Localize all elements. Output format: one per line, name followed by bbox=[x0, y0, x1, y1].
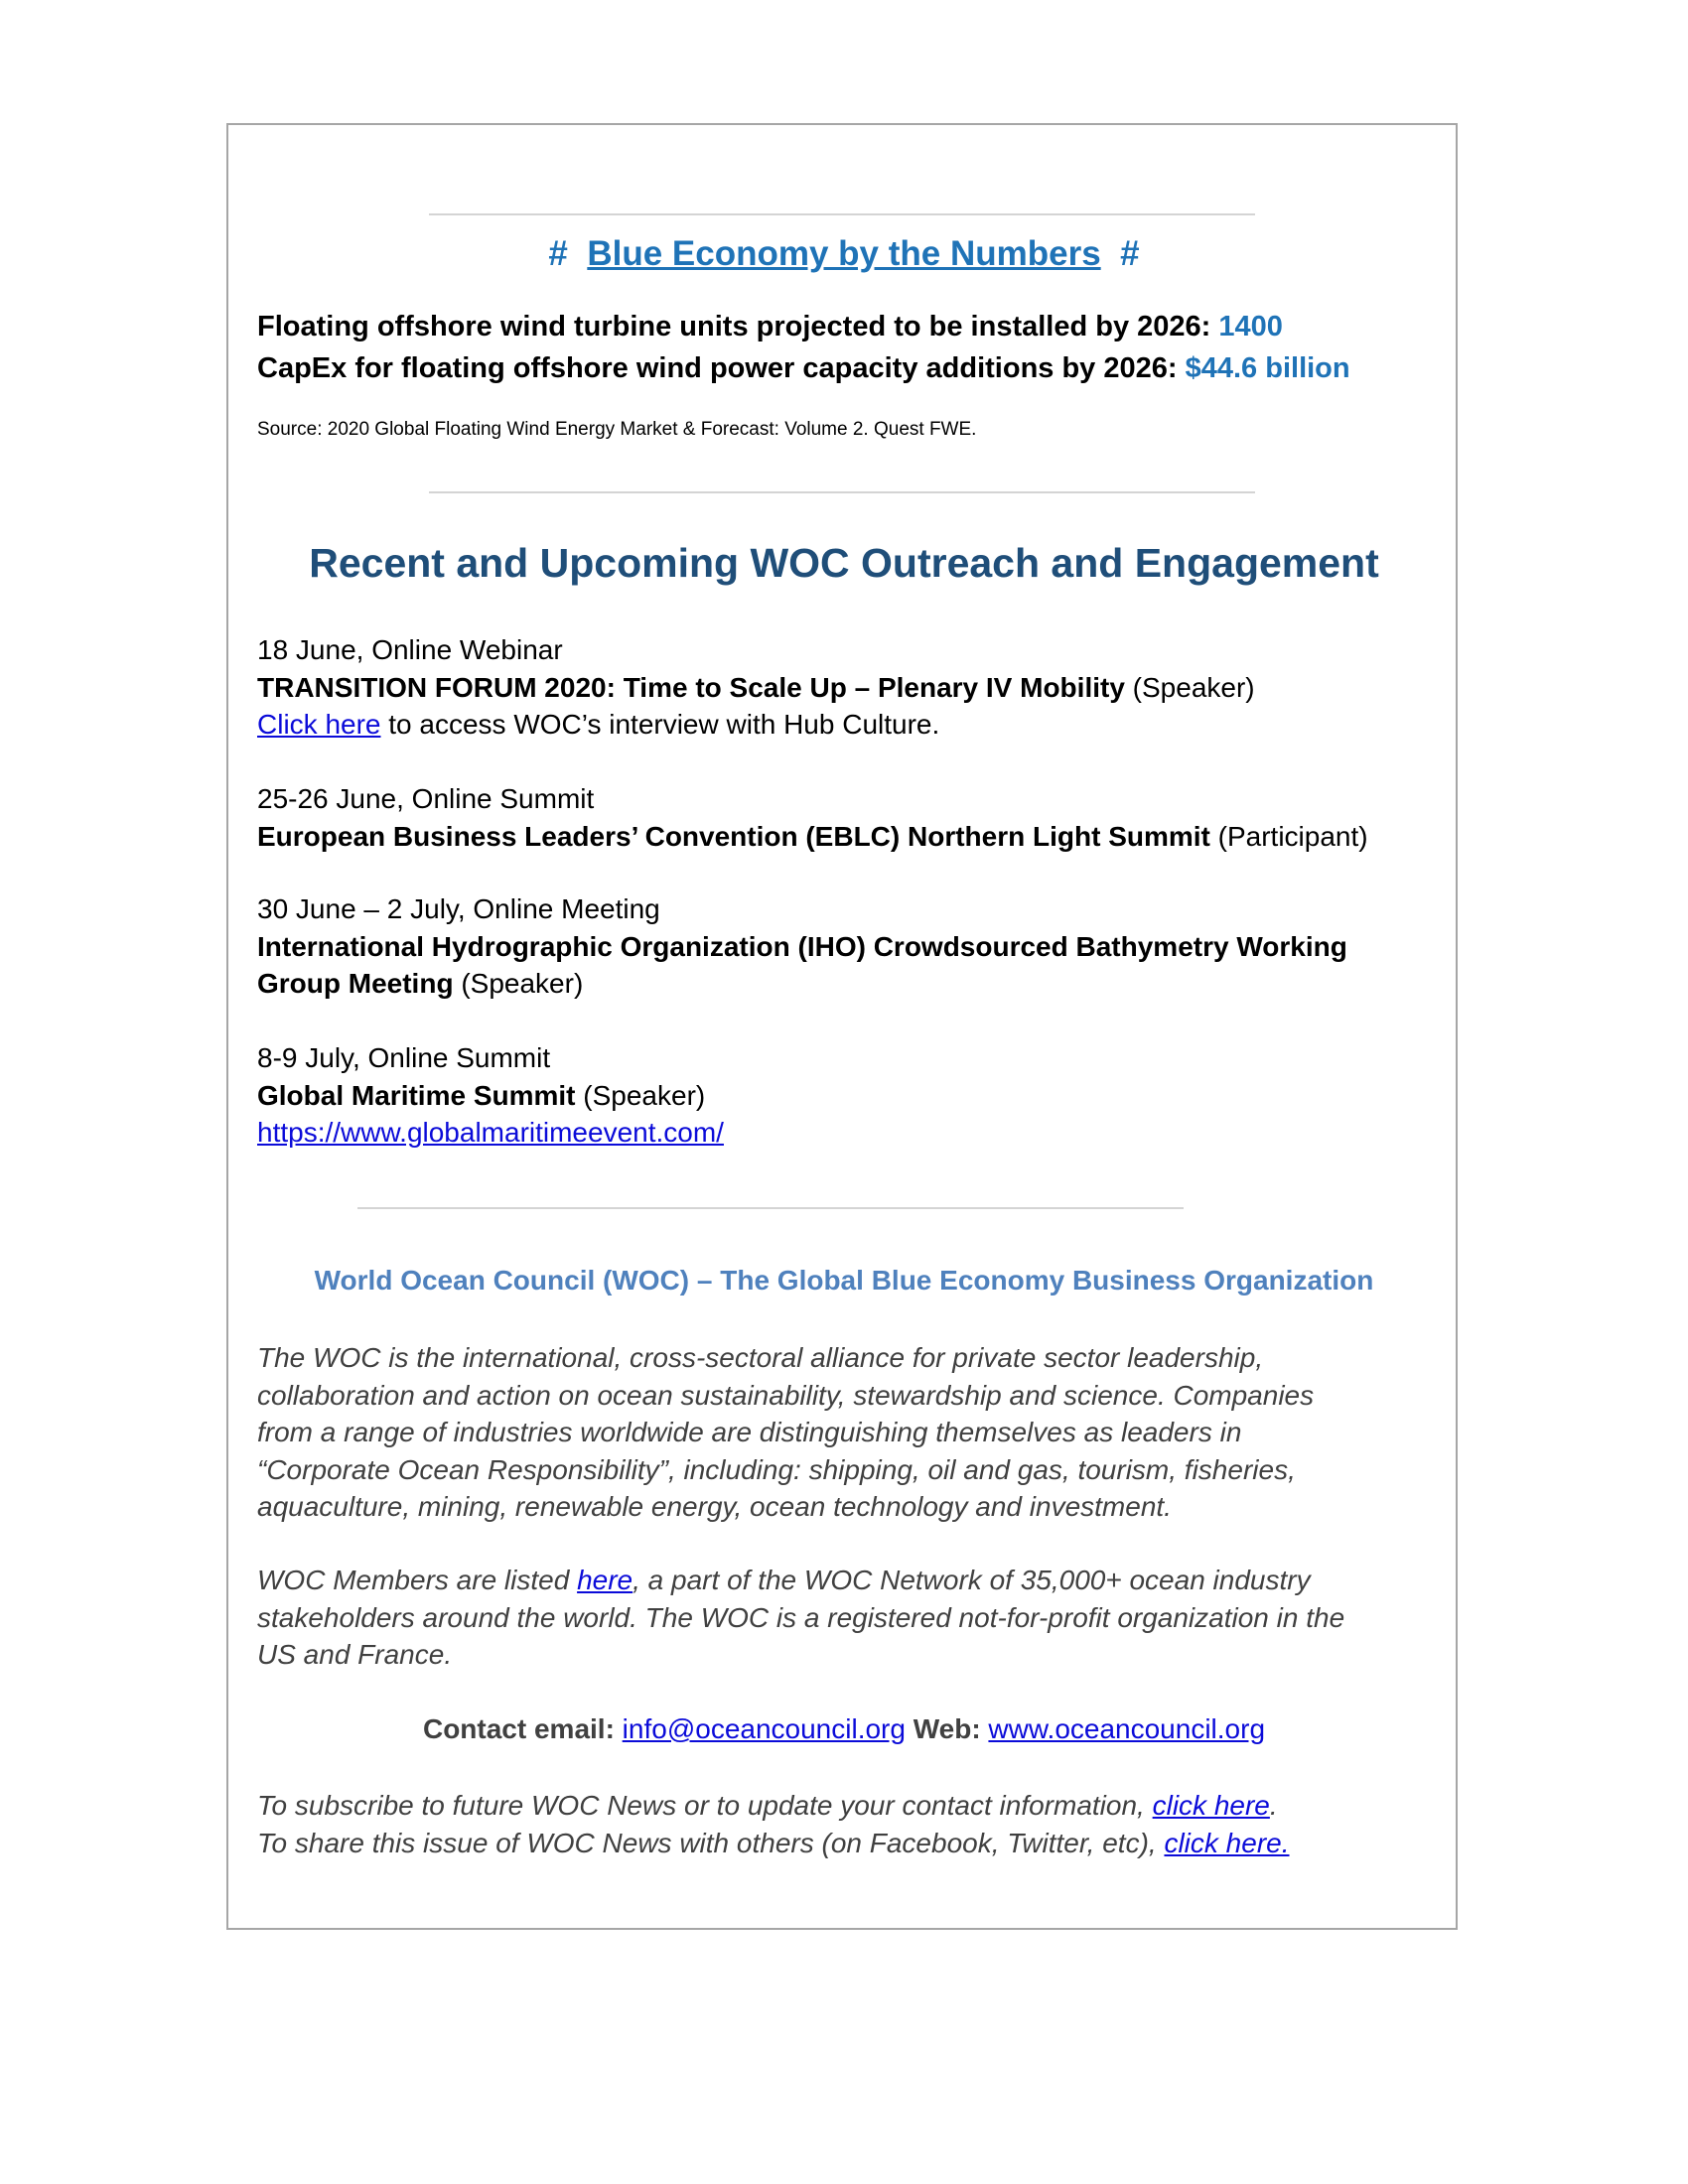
event-1 bbox=[257, 631, 1255, 744]
event-3-date: 30 June – 2 July, Online Meeting bbox=[257, 893, 660, 924]
event-4-name: Global Maritime Summit bbox=[257, 1079, 576, 1111]
event-4-date: 8-9 July, Online Summit bbox=[257, 1042, 551, 1073]
event-1-link-note: to access WOC’s interview with Hub Culture. bbox=[380, 709, 940, 740]
numbers-heading bbox=[0, 234, 1688, 274]
stat-capex-label: CapEx for floating offshore wind power capacity additions by 2026: bbox=[257, 352, 1186, 384]
event-1-role: (Speaker) bbox=[1124, 671, 1255, 703]
event-3 bbox=[257, 890, 1347, 1003]
stat-capex-value: $44.6 billion bbox=[1185, 352, 1350, 384]
subscribe-block bbox=[257, 1787, 1290, 1861]
contact-email-label: Contact email: bbox=[422, 1713, 623, 1744]
stat-turbines bbox=[257, 311, 1283, 343]
subscribe-click-here-link[interactable]: click here bbox=[1152, 1790, 1270, 1821]
contact-line bbox=[0, 1713, 1688, 1745]
stat-turbines-value: 1400 bbox=[1218, 311, 1283, 342]
about-p1-line: aquaculture, mining, renewable energy, ocean technology and investment. bbox=[257, 1491, 1172, 1522]
website-link[interactable]: www.oceancouncil.org bbox=[988, 1713, 1266, 1744]
event-1-click-here-link[interactable]: Click here bbox=[257, 709, 381, 740]
about-p1-line: from a range of industries worldwide are distinguishing themselves as leaders in bbox=[257, 1417, 1242, 1447]
event-2-name: European Business Leaders’ Convention (EBLC) Northern Light Summit bbox=[257, 820, 1210, 852]
org-title: World Ocean Council (WOC) – The Global Blue Economy Business Organization bbox=[314, 1265, 1374, 1296]
divider-bottom bbox=[357, 1207, 1184, 1209]
about-p2-after: , a part of the WOC Network of 35,000+ ocean industry bbox=[633, 1565, 1311, 1595]
about-p2-before: WOC Members are listed bbox=[257, 1565, 578, 1595]
about-p2-line3: US and France. bbox=[257, 1639, 453, 1670]
event-1-name: TRANSITION FORUM 2020: Time to Scale Up – Plenary IV Mobility bbox=[257, 671, 1125, 703]
about-p2-line2: stakeholders around the world. The WOC is a registered not-for-profit organization in the bbox=[257, 1601, 1345, 1633]
event-2-role: (Participant) bbox=[1209, 820, 1368, 852]
event-3-name-line2: Group Meeting bbox=[257, 968, 454, 999]
divider-middle bbox=[429, 491, 1255, 493]
stat-turbines-label: Floating offshore wind turbine units projected to be installed by 2026: bbox=[257, 311, 1219, 342]
subscribe-text: To subscribe to future WOC News or to update your contact information, bbox=[257, 1790, 1153, 1821]
about-paragraph-2 bbox=[257, 1562, 1344, 1674]
stat-capex bbox=[257, 352, 1350, 385]
contact-email-link[interactable]: info@oceancouncil.org bbox=[622, 1713, 906, 1744]
event-1-date: 18 June, Online Webinar bbox=[257, 634, 563, 665]
about-paragraph-1 bbox=[257, 1339, 1314, 1526]
event-2 bbox=[257, 780, 1368, 855]
about-p1-line: “Corporate Ocean Responsibility”, including: shipping, oil and gas, tourism, fisheries, bbox=[257, 1453, 1296, 1485]
numbers-title-link[interactable]: Blue Economy by the Numbers bbox=[587, 234, 1101, 273]
event-4 bbox=[257, 1039, 724, 1152]
about-p1-line: The WOC is the international, cross-sectoral alliance for private sector leadership, bbox=[257, 1342, 1264, 1373]
web-label: Web: bbox=[905, 1713, 989, 1744]
share-text: To share this issue of WOC News with others (on Facebook, Twitter, etc), bbox=[257, 1827, 1165, 1858]
event-4-role: (Speaker) bbox=[575, 1079, 706, 1111]
event-3-name-line1: International Hydrographic Organization (IHO) Crowdsourced Bathymetry Working bbox=[257, 930, 1347, 962]
members-here-link[interactable]: here bbox=[577, 1565, 633, 1595]
hash-left: # bbox=[548, 234, 568, 273]
share-click-here-link[interactable]: click here. bbox=[1164, 1827, 1290, 1858]
subscribe-period: . bbox=[1269, 1790, 1278, 1821]
event-2-date: 25-26 June, Online Summit bbox=[257, 783, 595, 814]
about-p1-line: collaboration and action on ocean sustainability, stewardship and science. Companies bbox=[257, 1379, 1315, 1411]
outreach-title: Recent and Upcoming WOC Outreach and Engagement bbox=[309, 540, 1379, 586]
event-4-url-link[interactable]: https://www.globalmaritimeevent.com/ bbox=[257, 1117, 724, 1148]
event-3-role: (Speaker) bbox=[453, 968, 584, 999]
hash-right: # bbox=[1120, 234, 1140, 273]
source-note: Source: 2020 Global Floating Wind Energy Market & Forecast: Volume 2. Quest FWE. bbox=[257, 419, 977, 440]
divider-top bbox=[429, 213, 1255, 215]
